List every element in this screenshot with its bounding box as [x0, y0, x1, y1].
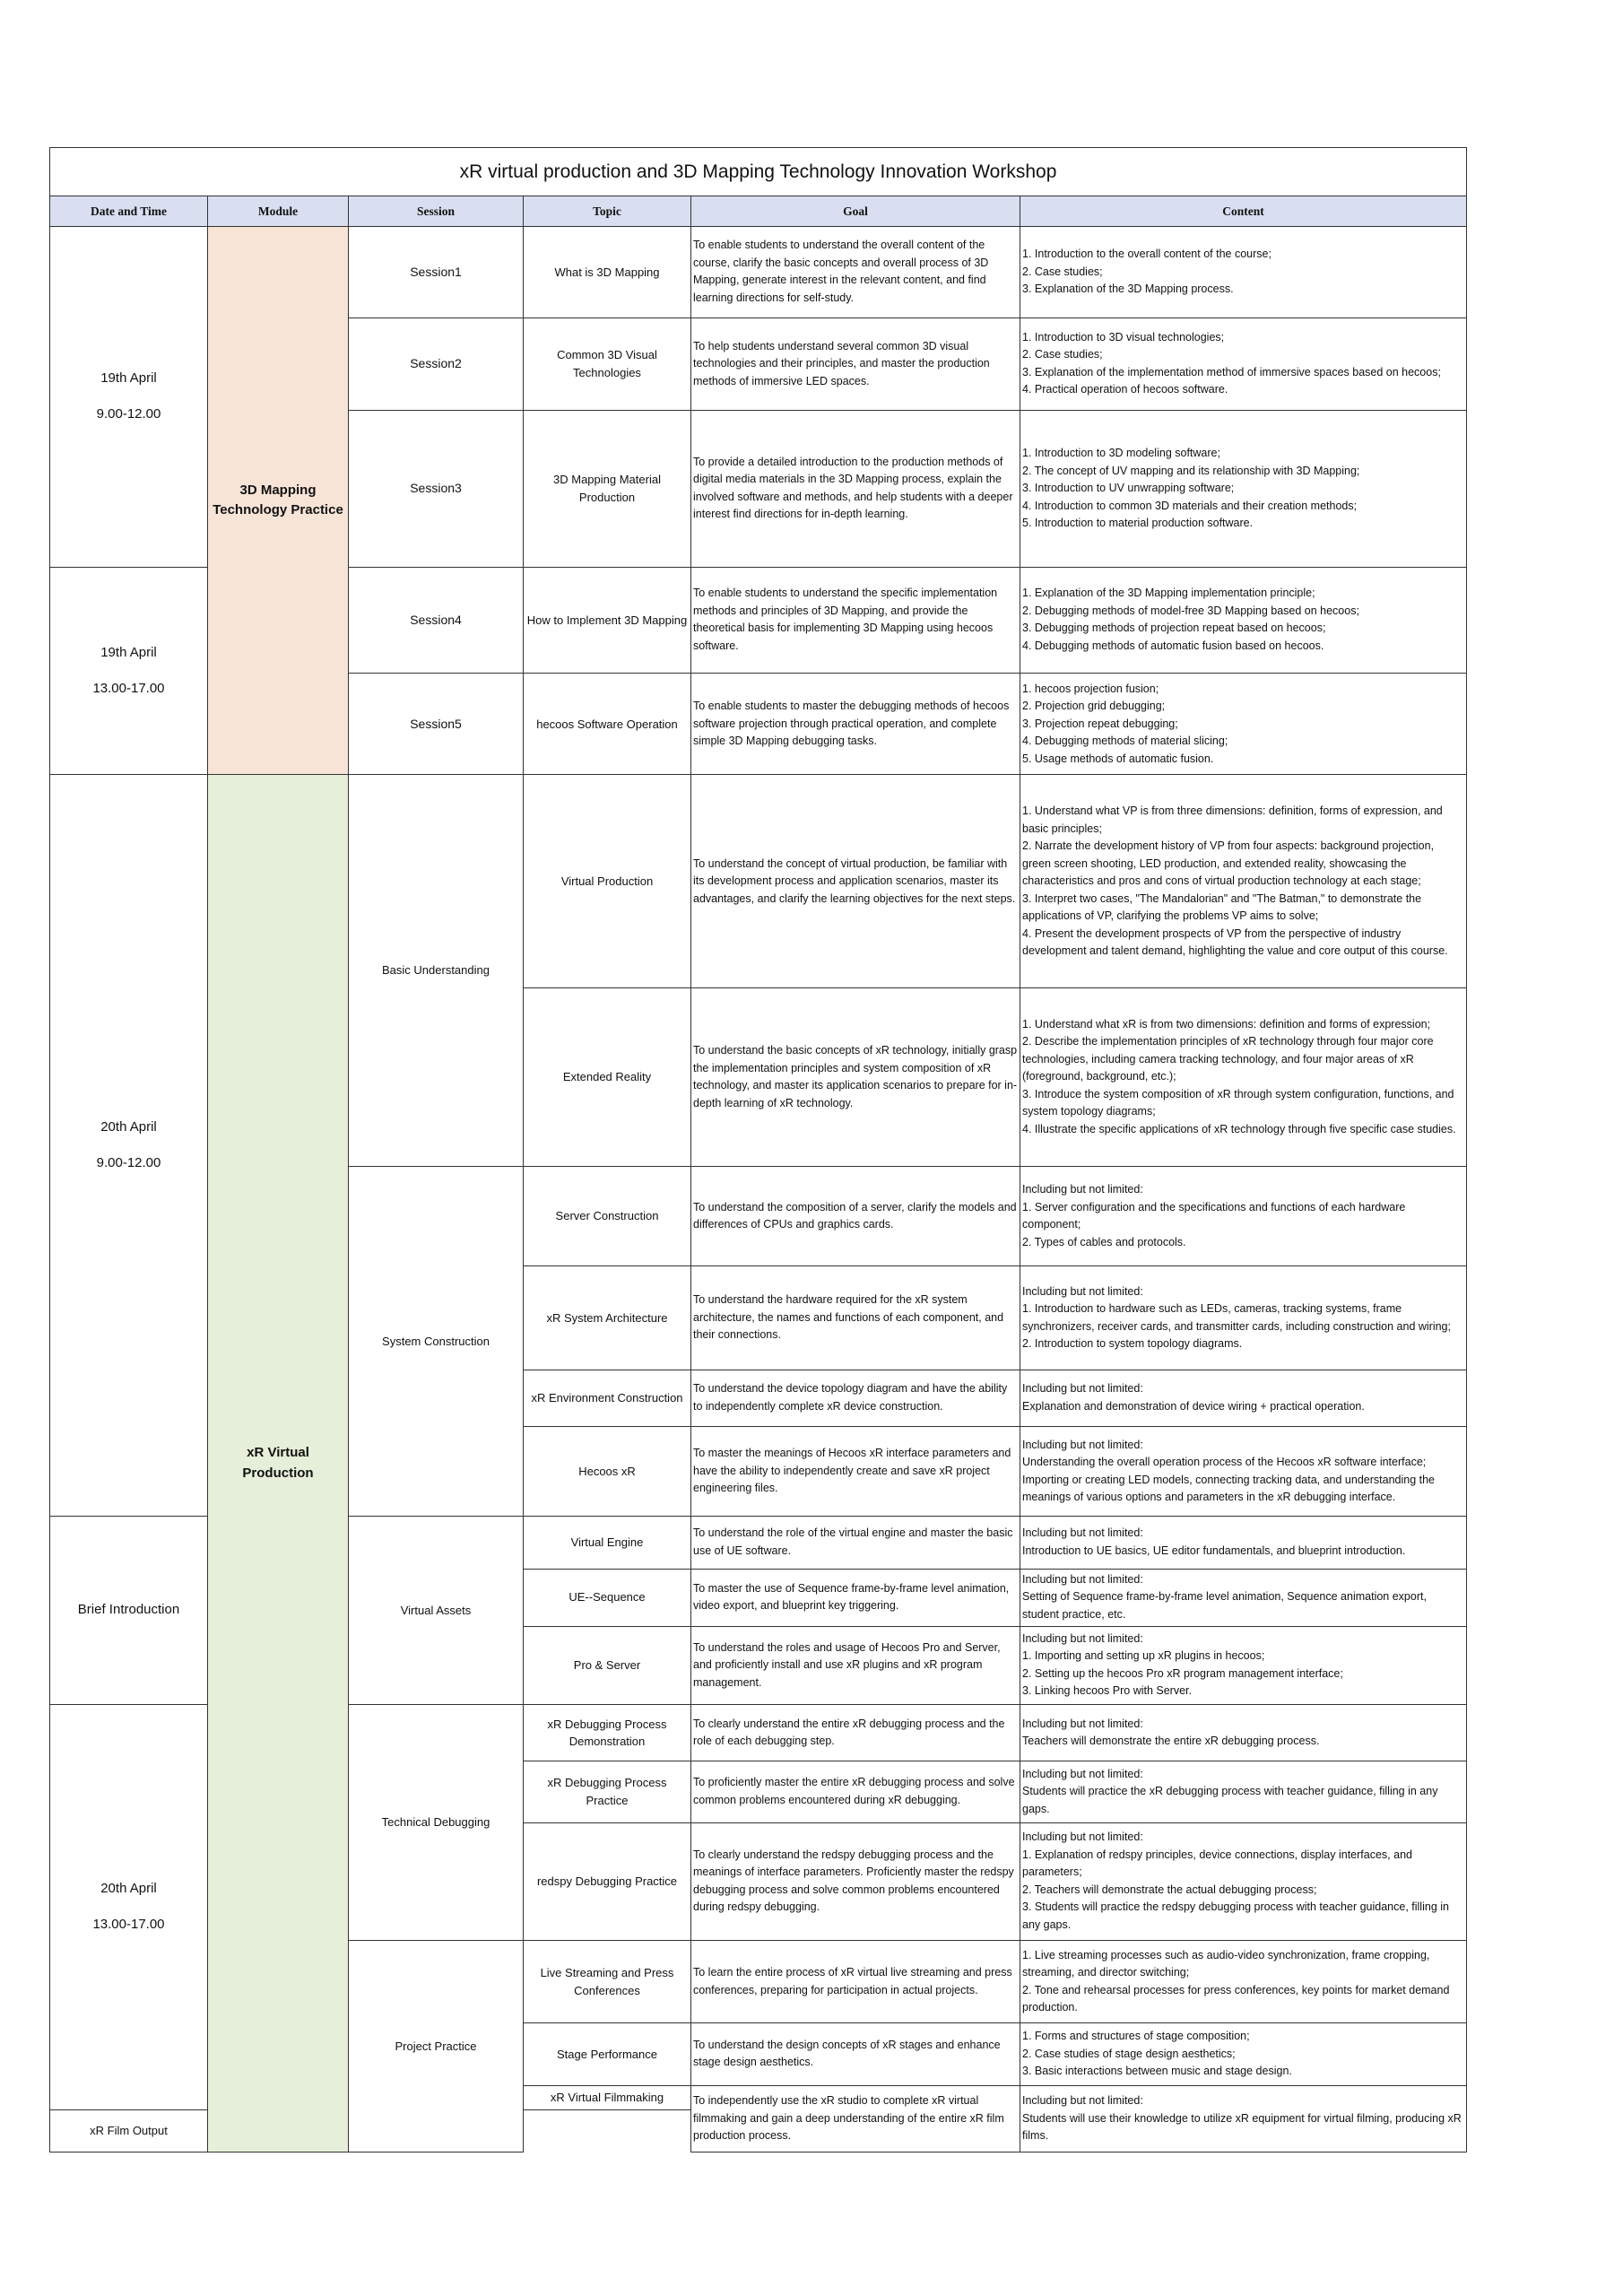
table-row [50, 227, 1467, 317]
content-line: 2. Types of cables and protocols. [1022, 1235, 1186, 1248]
date-label: 19th April [100, 644, 157, 660]
header-content: Content [1020, 196, 1467, 227]
header-session: Session [349, 196, 524, 227]
content-line: 4. Introduction to common 3D materials and their creation methods; [1022, 499, 1358, 512]
session-cell: Technical Debugging [349, 1705, 524, 1941]
topic-cell: How to Implement 3D Mapping [524, 567, 691, 673]
header-goal: Goal [691, 196, 1020, 227]
content-line: 1. Introduction to hardware such as LEDs, cameras, tracking systems, frame synchronizers, receiver cards, and transmitter cards, including construction and wiring; [1022, 1302, 1451, 1333]
content-line: Teachers will demonstrate the entire xR debugging process. [1022, 1735, 1320, 1748]
content-cell [1020, 988, 1467, 1167]
module-cell: xR Virtual Production [208, 775, 349, 2152]
content-line: 3. Basic interactions between music and stage design. [1022, 2065, 1292, 2078]
date-cell [50, 1705, 208, 2110]
topic-cell: What is 3D Mapping [524, 227, 691, 317]
content-line: Setting of Sequence frame-by-frame level animation, Sequence animation export, student practice, etc. [1022, 1590, 1427, 1621]
table-title: xR virtual production and 3D Mapping Technology Innovation Workshop [50, 148, 1467, 196]
content-line: 4. Debugging methods of automatic fusion based on hecoos. [1022, 639, 1324, 652]
content-line: Students will practice the xR debugging process with teacher guidance, filling in any gaps. [1022, 1785, 1438, 1815]
content-line: 2. Case studies; [1022, 348, 1103, 361]
content-line: 1. Introduction to 3D modeling software; [1022, 447, 1220, 460]
topic-cell: Server Construction [524, 1167, 691, 1266]
topic-cell: xR Environment Construction [524, 1370, 691, 1426]
content-line: 2. The concept of UV mapping and its relationship with 3D Mapping; [1022, 464, 1360, 477]
content-cell [1020, 1626, 1467, 1704]
content-line: 2. Tone and rehearsal processes for press conferences, key points for market demand production. [1022, 1983, 1450, 2014]
content-cell [1020, 1427, 1467, 1517]
goal-cell: To enable students to master the debugging methods of hecoos software projection through practical operation, and complete simple 3D Mapping debugging tasks. [691, 674, 1020, 775]
content-cell [1020, 1569, 1467, 1626]
date-cell [50, 1517, 208, 1705]
content-line: 3. Debugging methods of projection repeat based on hecoos; [1022, 622, 1326, 635]
content-line: 2. Projection grid debugging; [1022, 700, 1166, 712]
content-line: 2. Describe the implementation principles of xR technology through four major core technologies, including camera tracking technology, and four major areas of xR (foreground, background, etc.); [1022, 1035, 1434, 1083]
content-line: Including but not limited: [1022, 1526, 1143, 1540]
header-module: Module [208, 196, 349, 227]
content-line: Understanding the overall operation process of the Hecoos xR software interface; Importing or creating LED models, connecting tracking data, and understanding the meanings of various options and parameters in the xR debugging interface. [1022, 1456, 1435, 1504]
topic-cell: Live Streaming and Press Conferences [524, 1941, 691, 2023]
content-cell [1020, 674, 1467, 775]
content-cell [1020, 567, 1467, 673]
date-label: 19th April [100, 370, 157, 386]
content-line: 1. Introduction to the overall content of the course; [1022, 248, 1271, 261]
content-line: Explanation and demonstration of device wiring + practical operation. [1022, 1399, 1365, 1413]
content-line: 3. Explanation of the 3D Mapping process. [1022, 283, 1234, 296]
content-line: Including but not limited: [1022, 1382, 1143, 1396]
date-cell [50, 567, 208, 775]
content-cell [1020, 1705, 1467, 1761]
goal-cell: To master the meanings of Hecoos xR interface parameters and have the ability to independently create and save xR project engineering files. [691, 1427, 1020, 1517]
time-label: 13.00-17.00 [92, 681, 165, 697]
content-line: 3. Projection repeat debugging; [1022, 717, 1178, 730]
workshop-schedule-table [49, 147, 1467, 2152]
goal-cell: To understand the design concepts of xR stages and enhance stage design aesthetics. [691, 2023, 1020, 2085]
content-line: 2. Case studies of stage design aesthetics; [1022, 2047, 1236, 2060]
time-label: 9.00-12.00 [96, 1155, 161, 1171]
topic-cell: Common 3D Visual Technologies [524, 317, 691, 410]
date-cell [50, 775, 208, 1517]
date-label: Brief Introduction [77, 1602, 180, 1618]
goal-cell: To understand the hardware required for the xR system architecture, the names and functions of each component, and their connections. [691, 1266, 1020, 1370]
topic-cell: hecoos Software Operation [524, 674, 691, 775]
content-cell [1020, 2023, 1467, 2085]
content-line: 2. Debugging methods of model-free 3D Mapping based on hecoos; [1022, 604, 1359, 617]
content-line: Including but not limited: [1022, 1717, 1143, 1730]
content-line: 3. Introduction to UV unwrapping software; [1022, 482, 1235, 495]
topic-cell: UE--Sequence [524, 1569, 691, 1626]
content-line: Including but not limited: [1022, 1183, 1143, 1196]
module-cell: 3D Mapping Technology Practice [208, 227, 349, 775]
content-cell [1020, 1266, 1467, 1370]
content-line: Including but not limited: [1022, 2094, 1143, 2108]
session-cell: System Construction [349, 1167, 524, 1517]
goal-cell: To master the use of Sequence frame-by-frame level animation, video export, and blueprint key triggering. [691, 1569, 1020, 1626]
content-line: 5. Introduction to material production software. [1022, 517, 1254, 530]
content-line: 1. Importing and setting up xR plugins in hecoos; [1022, 1649, 1265, 1663]
table-row [50, 775, 1467, 988]
content-cell [1020, 317, 1467, 410]
content-line: Including but not limited: [1022, 1831, 1143, 1844]
goal-cell: To proficiently master the entire xR debugging process and solve common problems encountered during xR debugging. [691, 1761, 1020, 1822]
content-line: 2. Case studies; [1022, 265, 1103, 278]
topic-cell: xR System Architecture [524, 1266, 691, 1370]
session-cell: Basic Understanding [349, 775, 524, 1167]
content-line: Introduction to UE basics, UE editor fundamentals, and blueprint introduction. [1022, 1544, 1406, 1557]
content-line: 1. Server configuration and the specifications and functions of each hardware component; [1022, 1200, 1406, 1231]
goal-cell: To provide a detailed introduction to the production methods of digital media materials in the 3D Mapping process, explain the involved software and methods, and help students with a deeper interest find directions for in-depth learning. [691, 411, 1020, 568]
content-line: 5. Usage methods of automatic fusion. [1022, 752, 1214, 765]
content-line: 1. Explanation of the 3D Mapping implementation principle; [1022, 587, 1315, 600]
goal-cell: To understand the roles and usage of Hecoos Pro and Server, and proficiently install and use xR plugins and xR program management. [691, 1626, 1020, 1704]
content-cell [1020, 1517, 1467, 1569]
goal-cell: To independently use the xR studio to complete xR virtual filmmaking and gain a deep understanding of the entire xR film production process. [691, 2085, 1020, 2152]
goal-cell: To enable students to understand the specific implementation methods and principles of 3D Mapping, and provide the theoretical basis for implementing 3D Mapping using hecoos software. [691, 567, 1020, 673]
session-cell: Session3 [349, 411, 524, 568]
content-line: 3. Students will practice the redspy debugging process with teacher guidance, filling in any gaps. [1022, 1900, 1449, 1931]
content-line: 3. Interpret two cases, "The Mandalorian" and "The Batman," to demonstrate the applications of VP, clarifying the problems VP aims to solve; [1022, 891, 1422, 923]
header-topic: Topic [524, 196, 691, 227]
content-line: 2. Introduction to system topology diagrams. [1022, 1337, 1243, 1351]
content-cell [1020, 1370, 1467, 1426]
session-cell: Virtual Assets [349, 1517, 524, 1705]
content-line: 2. Teachers will demonstrate the actual debugging process; [1022, 1883, 1317, 1896]
date-label: 20th April [100, 1118, 157, 1135]
content-line: 4. Illustrate the specific applications of xR technology through five specific case studies. [1022, 1122, 1456, 1135]
topic-cell: redspy Debugging Practice [524, 1822, 691, 1940]
content-cell [1020, 1761, 1467, 1822]
session-cell: Session5 [349, 674, 524, 775]
goal-cell: To learn the entire process of xR virtual live streaming and press conferences, preparing for participation in actual projects. [691, 1941, 1020, 2023]
goal-cell: To clearly understand the entire xR debugging process and the role of each debugging step. [691, 1705, 1020, 1761]
topic-cell: xR Virtual Filmmaking [524, 2085, 691, 2109]
content-line: Including but not limited: [1022, 1438, 1143, 1451]
content-line: 1. Introduction to 3D visual technologies; [1022, 330, 1225, 344]
content-cell [1020, 1822, 1467, 1940]
session-cell: Project Practice [349, 1941, 524, 2152]
content-line: 1. Understand what VP is from three dimensions: definition, forms of expression, and basic principles; [1022, 804, 1443, 835]
topic-cell: Pro & Server [524, 1626, 691, 1704]
time-label: 13.00-17.00 [92, 1917, 165, 1933]
topic-cell: Extended Reality [524, 988, 691, 1167]
content-cell [1020, 1941, 1467, 2023]
goal-cell: To understand the concept of virtual production, be familiar with its development process and application scenarios, master its advantages, and clarify the learning objectives for the next steps. [691, 775, 1020, 988]
topic-cell: Virtual Engine [524, 1517, 691, 1569]
content-line: 1. Understand what xR is from two dimensions: definition and forms of expression; [1022, 1017, 1431, 1031]
content-line: 4. Debugging methods of material slicing; [1022, 735, 1228, 747]
goal-cell: To clearly understand the redspy debugging process and the meanings of interface parameters. Proficiently master the redspy debugging process and solve common problems encountered during redspy debugging. [691, 1822, 1020, 1940]
time-label: 9.00-12.00 [96, 406, 161, 422]
content-line: 3. Explanation of the implementation method of immersive spaces based on hecoos; [1022, 365, 1441, 378]
goal-cell: To understand the role of the virtual engine and master the basic use of UE software. [691, 1517, 1020, 1569]
content-line: 2. Setting up the hecoos Pro xR program management interface; [1022, 1666, 1343, 1680]
session-cell: Session1 [349, 227, 524, 317]
content-line: 1. hecoos projection fusion; [1022, 682, 1159, 695]
content-line: Including but not limited: [1022, 1284, 1143, 1298]
content-line: Students will use their knowledge to utilize xR equipment for virtual filming, producing xR films. [1022, 2111, 1462, 2143]
content-line: Including but not limited: [1022, 1631, 1143, 1645]
goal-cell: To understand the device topology diagram and have the ability to independently complete xR device construction. [691, 1370, 1020, 1426]
session-cell: Session2 [349, 317, 524, 410]
content-line: 2. Narrate the development history of VP from four aspects: background projection, green screen shooting, LED production, and extended reality, showcasing the characteristics and pros and cons of virtual production technology at each stage; [1022, 839, 1435, 888]
topic-cell: xR Debugging Process Practice [524, 1761, 691, 1822]
goal-cell: To understand the basic concepts of xR technology, initially grasp the implementation principles and system composition of xR technology, and master its application scenarios to prepare for in-depth learning of xR technology. [691, 988, 1020, 1167]
content-line: 3. Introduce the system composition of xR through system configuration, functions, and system topology diagrams; [1022, 1087, 1454, 1118]
content-cell [1020, 227, 1467, 317]
content-line: 4. Present the development prospects of VP from the perspective of industry development and talent demand, highlighting the value and core output of this course. [1022, 926, 1448, 958]
topic-cell: xR Film Output [50, 2109, 208, 2152]
goal-cell: To understand the composition of a server, clarify the models and differences of CPUs and graphics cards. [691, 1167, 1020, 1266]
topic-cell: Virtual Production [524, 775, 691, 988]
content-line: Including but not limited: [1022, 1767, 1143, 1780]
content-cell [1020, 2085, 1467, 2152]
topic-cell: xR Debugging Process Demonstration [524, 1705, 691, 1761]
content-line: 1. Live streaming processes such as audio-video synchronization, frame cropping, streaming, and director switching; [1022, 1948, 1430, 1979]
content-line: 3. Linking hecoos Pro with Server. [1022, 1684, 1192, 1698]
content-line: Including but not limited: [1022, 1572, 1143, 1586]
topic-cell: Hecoos xR [524, 1427, 691, 1517]
content-line: 1. Forms and structures of stage composition; [1022, 2030, 1250, 2043]
date-label: 20th April [100, 1880, 157, 1896]
topic-cell: Stage Performance [524, 2023, 691, 2085]
content-cell [1020, 775, 1467, 988]
header-date-time: Date and Time [50, 196, 208, 227]
content-cell [1020, 411, 1467, 568]
content-line: 4. Practical operation of hecoos software. [1022, 383, 1228, 396]
content-cell [1020, 1167, 1467, 1266]
session-cell: Session4 [349, 567, 524, 673]
content-line: 1. Explanation of redspy principles, device connections, display interfaces, and parameters; [1022, 1848, 1412, 1879]
topic-cell: 3D Mapping Material Production [524, 411, 691, 568]
goal-cell: To help students understand several common 3D visual technologies and their principles, and master the production methods of immersive LED spaces. [691, 317, 1020, 410]
goal-cell: To enable students to understand the overall content of the course, clarify the basic concepts and overall process of 3D Mapping, generate interest in the relevant content, and find learning directions for self-study. [691, 227, 1020, 317]
date-cell [50, 227, 208, 567]
